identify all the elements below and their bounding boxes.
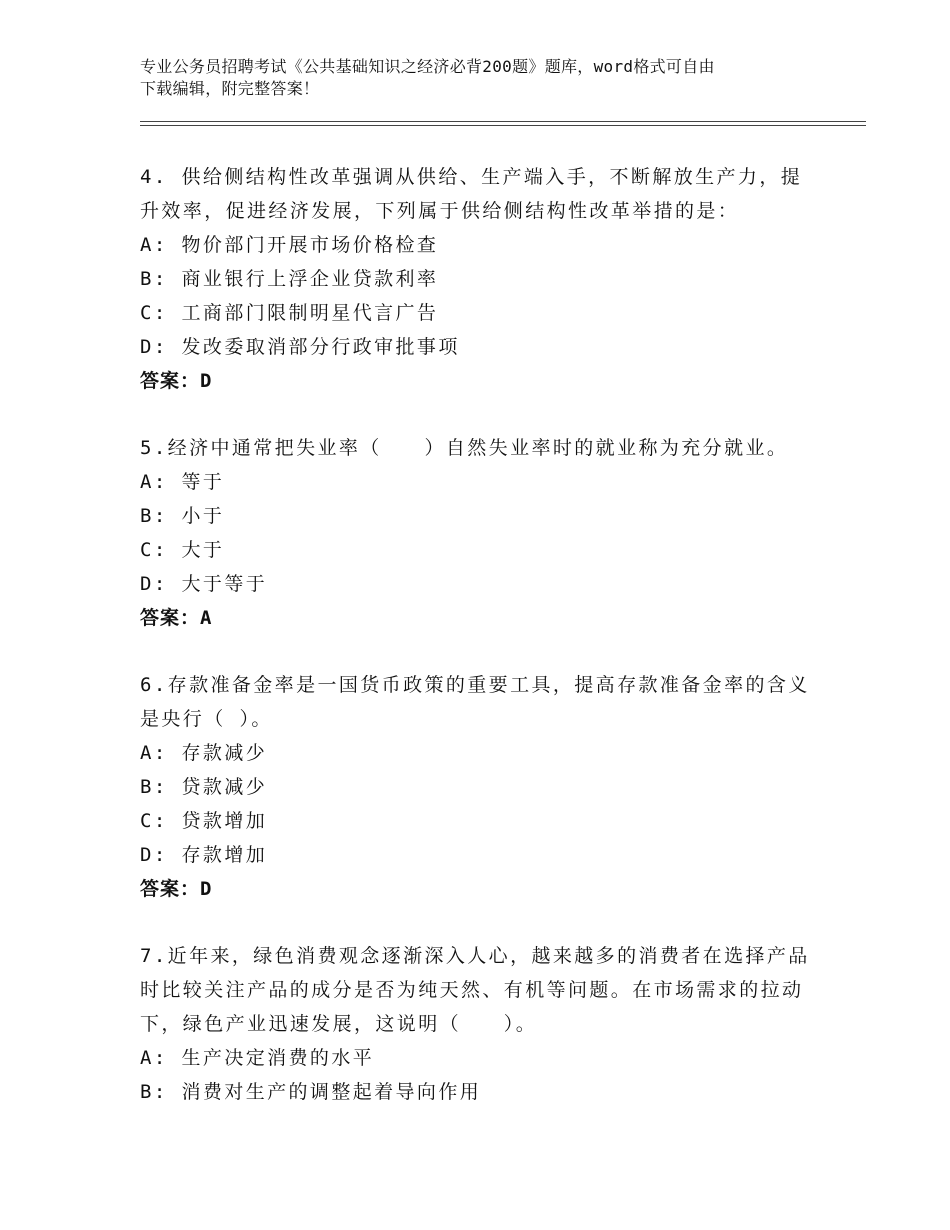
option-b: B: 商业银行上浮企业贷款利率 bbox=[140, 268, 439, 290]
question-7 bbox=[140, 939, 820, 1109]
option-b: B: 小于 bbox=[140, 505, 225, 527]
question-stem: 6.存款准备金率是一国货币政策的重要工具，提高存款准备金率的含义是央行（ ）。 bbox=[140, 674, 810, 730]
header-line-2: 下载编辑，附完整答案！ bbox=[140, 79, 320, 98]
question-stem: 7.近年来，绿色消费观念逐渐深入人心，越来越多的消费者在选择产品时比较关注产品的成分是否为纯天然、有机等问题。在市场需求的拉动下，绿色产业迅速发展，这说明（ ）。 bbox=[140, 945, 810, 1035]
option-c: C: 贷款增加 bbox=[140, 810, 268, 832]
option-b: B: 贷款减少 bbox=[140, 776, 268, 798]
option-a: A: 物价部门开展市场价格检查 bbox=[140, 234, 439, 256]
option-d: D: 大于等于 bbox=[140, 573, 268, 595]
question-6 bbox=[140, 668, 820, 906]
header-line-1: 专业公务员招聘考试《公共基础知识之经济必背200题》题库，word格式可自由 bbox=[140, 57, 715, 76]
option-c: C: 大于 bbox=[140, 539, 225, 561]
question-stem: 5.经济中通常把失业率（ ）自然失业率时的就业称为充分就业。 bbox=[140, 437, 789, 459]
option-b: B: 消费对生产的调整起着导向作用 bbox=[140, 1081, 482, 1103]
question-stem: 4. 供给侧结构性改革强调从供给、生产端入手，不断解放生产力，提升效率，促进经济发展，下列属于供给侧结构性改革举措的是： bbox=[140, 166, 803, 222]
option-c: C: 工商部门限制明星代言广告 bbox=[140, 302, 439, 324]
option-a: A: 存款减少 bbox=[140, 742, 268, 764]
header-divider-top bbox=[140, 121, 866, 122]
header-divider-bottom bbox=[140, 125, 866, 126]
answer: 答案：A bbox=[140, 607, 213, 629]
answer: 答案：D bbox=[140, 878, 213, 900]
option-a: A: 等于 bbox=[140, 471, 225, 493]
option-d: D: 发改委取消部分行政审批事项 bbox=[140, 336, 460, 358]
document-header bbox=[140, 56, 810, 100]
question-4 bbox=[140, 160, 820, 398]
option-d: D: 存款增加 bbox=[140, 844, 268, 866]
answer: 答案：D bbox=[140, 370, 213, 392]
question-list bbox=[140, 160, 820, 1142]
option-a: A: 生产决定消费的水平 bbox=[140, 1047, 375, 1069]
question-5 bbox=[140, 431, 820, 635]
